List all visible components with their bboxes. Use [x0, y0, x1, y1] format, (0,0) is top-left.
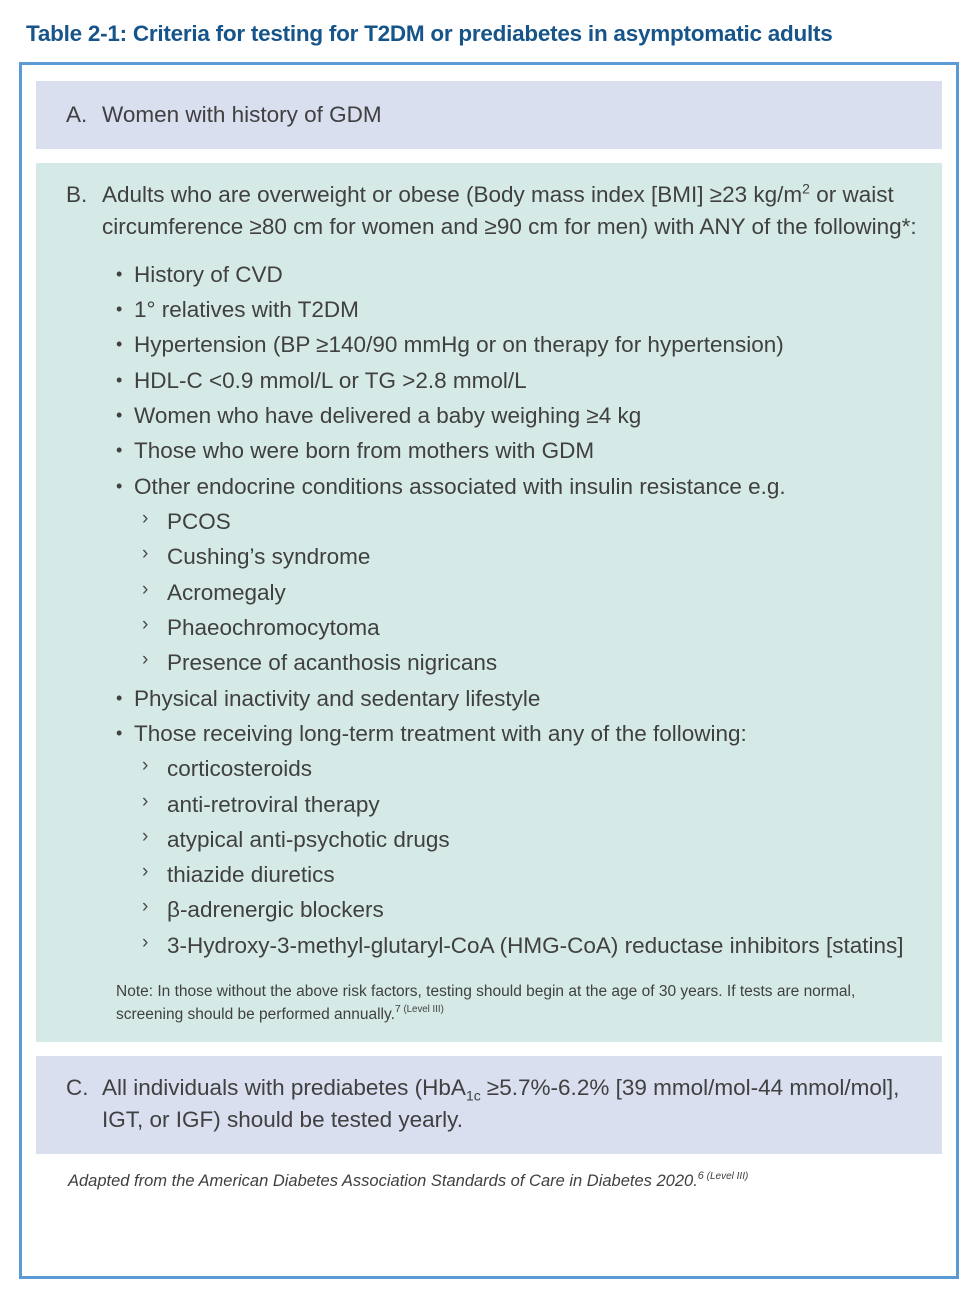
section-a-item [66, 99, 922, 131]
chevron-right-icon: › [142, 755, 149, 777]
note-citation-number: 7 [394, 1003, 401, 1016]
bullet-dot-icon: • [116, 334, 123, 355]
sub-list-item [134, 751, 922, 786]
bullet-dot-icon: • [116, 687, 123, 708]
section-c-item [66, 1072, 922, 1136]
sub-list-item [134, 857, 922, 892]
sub-list-item-label: Acromegaly [167, 579, 286, 605]
list-item [66, 363, 922, 398]
bullet-dot-icon: • [116, 369, 123, 390]
list-item [66, 433, 922, 468]
sub-list-item [134, 892, 922, 927]
list-item-label: History of CVD [134, 261, 283, 287]
chevron-right-icon: › [142, 613, 149, 635]
note-citation-level: (Level III) [400, 1004, 444, 1016]
section-a [36, 81, 942, 149]
section-c-text [102, 1072, 922, 1136]
attribution-citation-number: 6 [697, 1170, 704, 1183]
chevron-right-icon: › [142, 861, 149, 883]
section-b-lead-part2: or waist circumference ≥80 cm for women and ≥90 cm for men) with ANY of the following*: [102, 181, 917, 239]
section-c-part2: ≥5.7%-6.2% [39 mmol/mol-44 mmol/mol], IGT, or IGF) should be tested yearly. [102, 1075, 900, 1132]
section-b-bullet-list [66, 257, 922, 963]
section-b-lead-part1: Adults who are overweight or obese (Body mass index [BMI] ≥23 kg/m [102, 181, 803, 207]
chevron-right-icon: › [142, 508, 149, 529]
sub-list-item-label: Phaeochromocytoma [167, 614, 380, 640]
bullet-dot-icon: • [116, 405, 123, 426]
sub-list-item [134, 822, 922, 857]
sub-list-item [134, 539, 922, 574]
chevron-right-icon: › [142, 825, 149, 847]
sub-list-item [134, 645, 922, 680]
table-frame [19, 62, 959, 1279]
section-b-item [66, 179, 922, 243]
sub-list-item-label: thiazide diuretics [167, 862, 335, 888]
chevron-right-icon: › [142, 790, 149, 812]
endocrine-sublist [134, 504, 922, 681]
attribution-citation [698, 1170, 749, 1182]
sub-list-item-label: corticosteroids [167, 756, 313, 782]
sub-list-item-label: anti-retroviral therapy [167, 791, 380, 817]
chevron-right-icon: › [142, 649, 149, 671]
list-item [66, 469, 922, 681]
list-item-label: Those who were born from mothers with GDM [134, 438, 595, 464]
bullet-dot-icon: • [116, 722, 123, 743]
sub-list-item-label: Presence of acanthosis nigricans [167, 650, 498, 676]
list-item-label: Physical inactivity and sedentary lifestyle [134, 685, 541, 711]
bullet-dot-icon: • [116, 475, 123, 496]
section-b-lead [102, 179, 922, 243]
list-item [66, 327, 922, 362]
bullet-dot-icon: • [116, 299, 123, 320]
list-item-label: HDL-C <0.9 mmol/L or TG >2.8 mmol/L [134, 367, 527, 393]
section-a-marker: A. [66, 102, 88, 127]
section-c [36, 1056, 942, 1154]
list-item [66, 398, 922, 433]
attribution [36, 1164, 942, 1193]
chevron-right-icon: › [142, 578, 149, 600]
bullet-dot-icon: • [116, 263, 123, 284]
note-citation [395, 1003, 444, 1015]
list-item-label: 1° relatives with T2DM [134, 297, 359, 323]
list-item [66, 257, 922, 292]
sub-list-item-label: atypical anti-psychotic drugs [167, 826, 450, 852]
medications-sublist [134, 751, 922, 963]
section-c-part1: All individuals with prediabetes (HbA [102, 1075, 466, 1100]
list-item-label: Women who have delivered a baby weighing ≥4 kg [134, 403, 642, 429]
sub-list-item [134, 610, 922, 645]
page-title: Table 2-1: Criteria for testing for T2DM or prediabetes in asymptomatic adults [26, 21, 833, 46]
list-item [66, 292, 922, 327]
sub-list-item [134, 575, 922, 610]
list-item [66, 716, 922, 963]
chevron-right-icon: › [142, 931, 149, 953]
list-item [66, 681, 922, 716]
table-frame-inner [22, 65, 956, 1276]
bullet-dot-icon: • [116, 440, 123, 461]
sub-list-item [134, 928, 922, 963]
section-b-marker: B. [66, 181, 88, 207]
list-item-label: Those receiving long-term treatment with any of the following: [134, 720, 747, 746]
sub-list-item-label: PCOS [167, 509, 231, 534]
bmi-superscript: 2 [802, 180, 810, 197]
list-item-label: Hypertension (BP ≥140/90 mmHg or on therapy for hypertension) [134, 332, 784, 358]
note-text: Note: In those without the above risk factors, testing should begin at the age of 30 years. If tests are normal, screening should be performed annually. [116, 983, 856, 1023]
sub-list-item-label: 3-Hydroxy-3-methyl-glutaryl-CoA (HMG-CoA) reductase inhibitors [statins] [167, 932, 904, 958]
hba1c-subscript: 1c [465, 1087, 481, 1104]
section-a-text: Women with history of GDM [102, 102, 382, 127]
list-item-label: Other endocrine conditions associated with insulin resistance e.g. [134, 473, 786, 499]
chevron-right-icon: › [142, 896, 149, 918]
chevron-right-icon: › [142, 543, 149, 565]
sub-list-item [134, 504, 922, 539]
section-b-note [116, 981, 922, 1026]
sub-list-item-label: Cushing’s syndrome [167, 544, 371, 570]
section-b [36, 163, 942, 1042]
sub-list-item [134, 787, 922, 822]
section-c-marker: C. [66, 1075, 89, 1100]
sub-list-item-label: β-adrenergic blockers [167, 897, 384, 923]
attribution-citation-level: (Level III) [703, 1171, 749, 1183]
attribution-text: Adapted from the American Diabetes Association Standards of Care in Diabetes 2020. [68, 1171, 698, 1190]
